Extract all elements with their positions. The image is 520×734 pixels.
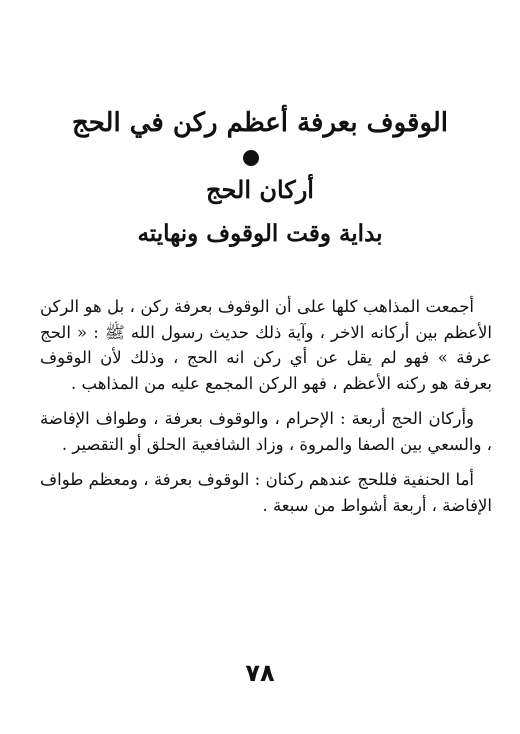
bullet-separator-icon [243,150,259,166]
section-subtitle: بداية وقت الوقوف ونهايته [137,220,383,247]
paragraph-2: وأركان الحج أربعة : الإحرام ، والوقوف بعرفة ، وطواف الإفاضة ، والسعي بين الصفا والمروة ، وزاد الشافعية الحلق أو التقصير . [40,409,492,454]
paragraph-3: أما الحنفية فللحج عندهم ركنان : الوقوف بعرفة ، ومعظم طواف الإفاضة ، أربعة أشواط من سبعة . [40,470,492,515]
body-text [40,294,492,528]
paragraph-1: أجمعت المذاهب كلها على أن الوقوف بعرفة ركن ، بل هو الركن الأعظم بين أركانه الاخر ، وآية ذلك حديث رسول الله ﷺ : « الحج عرفة » فهو لم يقل عن أي ركن انه الحج ، وذلك لأن الوقوف بعرفة هو ركنه الأعظم ، فهو الركن المجمع عليه من المذاهب . [40,297,492,393]
page-title: الوقوف بعرفة أعظم ركن في الحج [71,108,449,138]
page-number: ٧٨ [245,659,275,687]
section-title: أركان الحج [206,175,314,204]
